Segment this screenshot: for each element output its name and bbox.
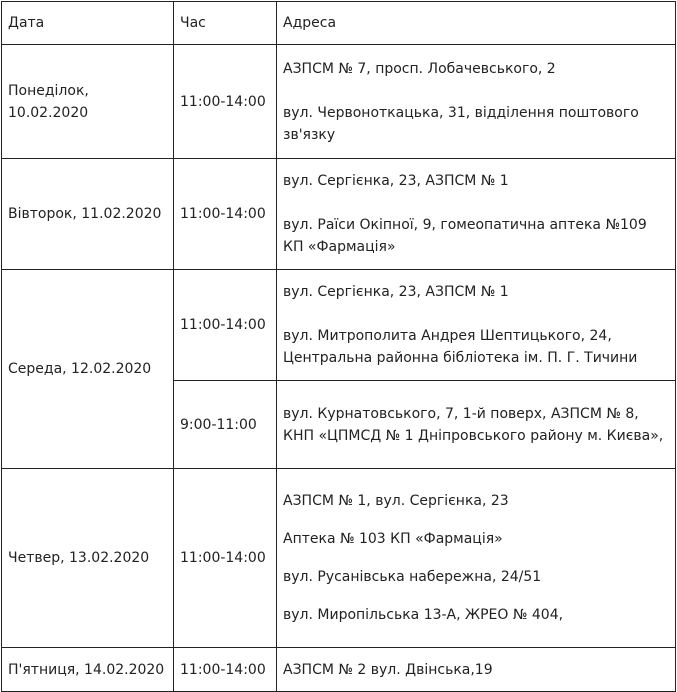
address-line: вул. Червоноткацька, 31, відділення поштового зв'язку <box>283 104 639 143</box>
table-row <box>2 45 676 159</box>
address-line: вул. Курнатовського, 7, 1-й поверх, АЗПСМ № 8, КНП «ЦПМСД № 1 Дніпровського району м. Києва», <box>283 405 664 444</box>
date-cell: Вівторок, 11.02.2020 <box>2 159 174 270</box>
address-line: Аптека № 103 КП «Фармація» <box>283 531 503 547</box>
time-cell: 11:00-14:00 <box>174 469 277 648</box>
address-cell <box>277 648 676 692</box>
time-cell: 9:00-11:00 <box>174 381 277 469</box>
table-row <box>2 648 676 692</box>
address-line: АЗПСМ № 2 вул. Двінська,19 <box>283 661 493 678</box>
date-cell: Четвер, 13.02.2020 <box>2 469 174 648</box>
address-cell <box>277 381 676 469</box>
header-address: Адреса <box>277 2 676 45</box>
table-row <box>2 159 676 270</box>
date-cell: Середа, 12.02.2020 <box>2 270 174 469</box>
address-line: АЗПСМ № 1, вул. Сергієнка, 23 <box>283 493 509 509</box>
table-header-row <box>2 2 676 45</box>
address-line: вул. Русанівська набережна, 24/51 <box>283 569 542 585</box>
time-cell: 11:00-14:00 <box>174 45 277 159</box>
table-row <box>2 270 676 381</box>
header-time: Час <box>174 2 277 45</box>
time-cell: 11:00-14:00 <box>174 159 277 270</box>
schedule-table <box>1 1 676 692</box>
time-cell: 11:00-14:00 <box>174 270 277 381</box>
address-cell <box>277 270 676 381</box>
date-cell: Понеділок, 10.02.2020 <box>2 45 174 159</box>
date-cell: П'ятниця, 14.02.2020 <box>2 648 174 692</box>
time-cell: 11:00-14:00 <box>174 648 277 692</box>
address-line: вул. Раїси Окіпної, 9, гомеопатична аптека №109 КП «Фармація» <box>283 217 647 255</box>
header-date: Дата <box>2 2 174 45</box>
address-line: АЗПСМ № 7, просп. Лобачевського, 2 <box>283 60 556 77</box>
table-row <box>2 469 676 648</box>
address-line: вул. Сергієнка, 23, АЗПСМ № 1 <box>283 284 509 300</box>
address-line: вул. Сергієнка, 23, АЗПСМ № 1 <box>283 173 509 189</box>
address-cell <box>277 45 676 159</box>
address-cell <box>277 469 676 648</box>
address-line: вул. Митрополита Андрея Шептицького, 24, Центральна районна бібліотека ім. П. Г. Тичини <box>283 328 638 366</box>
address-line: вул. Миропільська 13-А, ЖРЕО № 404, <box>283 607 564 623</box>
address-cell <box>277 159 676 270</box>
